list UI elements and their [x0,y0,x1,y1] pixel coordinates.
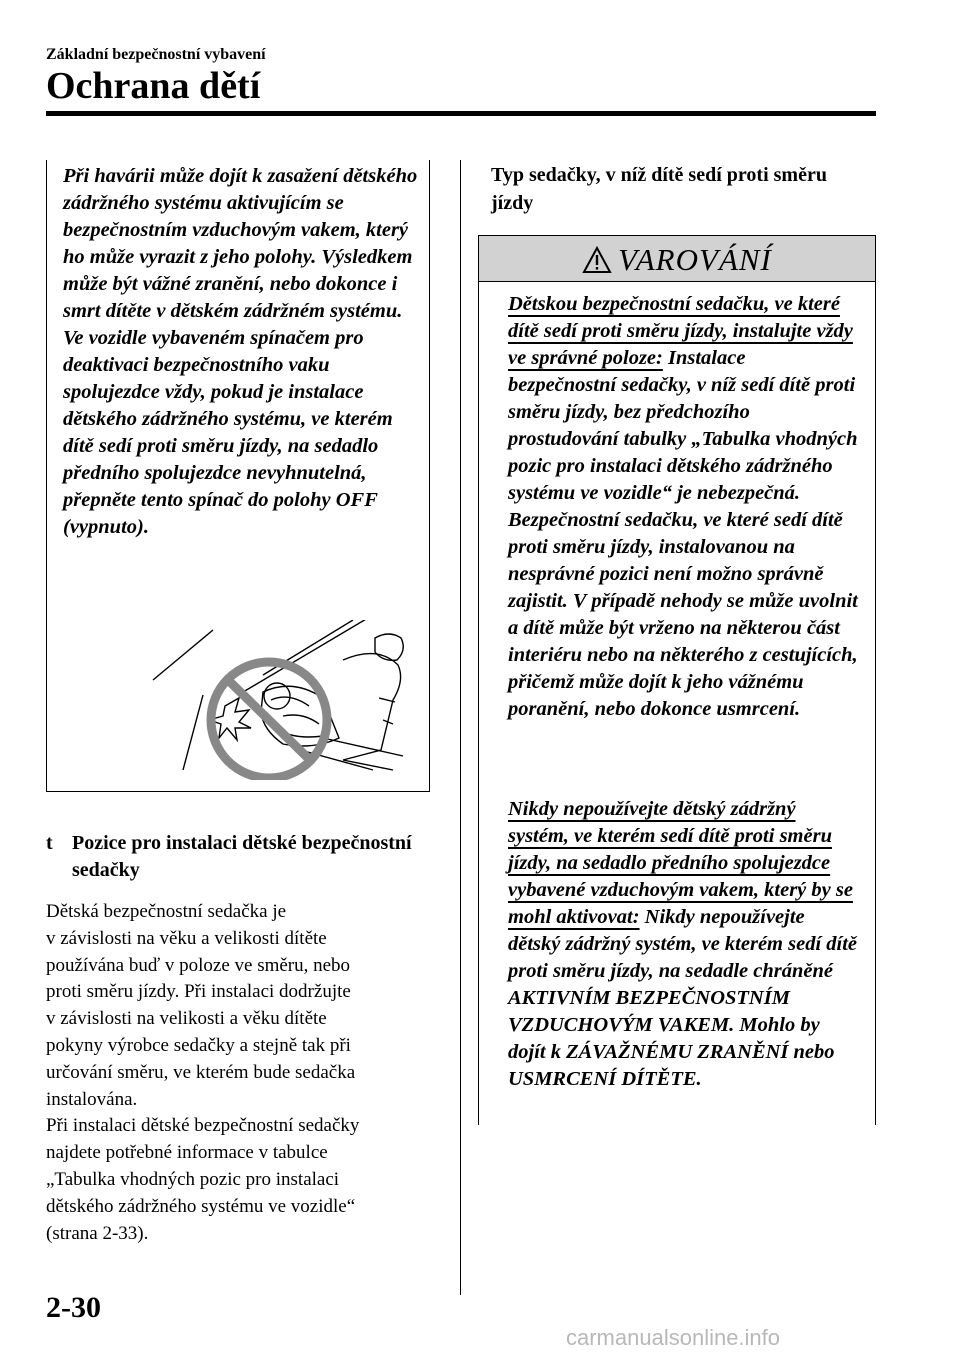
warning-paragraph-1 [508,291,858,723]
heading-bullet-icon: t [46,832,53,854]
column-divider [460,160,461,1295]
watermark: carmanualsonline.info [566,1325,781,1350]
section-label: Základní bezpečnostní vybavení [46,46,266,63]
warning-triangle-icon [582,246,612,274]
warning-paragraph-2-body: Nikdy nepoužívejte dětský zádržný systém, ve kterém sedí dítě proti směru jízdy, na sedadle chráněné AKTIVNÍM BEZPEČNOSTNÍM VZDUCHOVÝM VAKEM. Mohlo by dojít k ZÁVAŽNÉMU ZRANĚNÍ nebo USMRCENÍ DÍTĚTE. [508,906,858,1090]
title-rule [46,111,876,116]
rear-facing-child-seat-prohibited-icon [143,620,423,780]
warning-paragraph-2-lead: Nikdy nepoužívejte dětský zádržný systém, ve kterém sedí dítě proti směru jízdy, na sedadlo předního spolujezdce vybavené vzduchovým vakem, který by se mohl aktivovat: [508,798,853,928]
page-title: Ochrana dětí [46,65,261,107]
warning-paragraph-1-body: Instalace bezpečnostní sedačky, v níž sedí dítě proti směru jízdy, bez předchozího prostudování tabulky „Tabulka vhodných pozic pro instalaci dětského zádržného systému ve vozidle“ je nebezpečná. Bezpečnostní sedačku, ve které sedí dítě proti směru jízdy, instalovanou na nesprávné pozici není možno správně zajistit. V případě nehody se může uvolnit a dítě může být vrženo na některou část interiéru nebo na některého z cestujících, přičemž může dojít k jeho vážnému poranění, nebo dokonce usmrcení. [508,347,858,720]
warning-title: VAROVÁNÍ [618,242,772,277]
rear-facing-seat-heading: Typ sedačky, v níž dítě sedí proti směru jízdy [491,164,827,214]
warning-paragraph-2 [508,796,858,1093]
installation-heading-text: Pozice pro instalaci dětské bezpečnostní sedačky [72,832,412,881]
warning-paragraph-1-lead: Dětskou bezpečnostní sedačku, ve které dítě sedí proti směru jízdy, instalujte vždy ve správné poloze: [508,293,853,369]
warning-header [479,236,875,282]
warning-box [478,235,876,1125]
page-number: 2-30 [46,1291,101,1324]
warning-continuation-text: Při havárii může dojít k zasažení dětského zádržného systému aktivujícím se bezpečnostním vzduchovým vakem, který ho může vyrazit z jeho polohy. Výsledkem může být vážné zranění, nebo dokonce i smrt dítěte v dětském zádržném systému. Ve vozidle vybaveném spínačem pro deaktivaci bezpečnostního vaku spolujezdce vždy, pokud je instalace dětského zádržného systému, ve kterém dítě sedí proti směru jízdy, na sedadlo předního spolujezdce nevyhnutelná, přepněte tento spínač do polohy OFF (vypnuto). [63,165,418,538]
installation-body-text: Dětská bezpečnostní sedačka je v závislosti na věku a velikosti dítěte používána buď v poloze ve směru, nebo proti směru jízdy. Při instalaci dodržujte v závislosti na velikosti a věku dítěte pokyny výrobce sedačky a stejně tak při určování směru, ve kterém bude sedačka instalována. Při instalaci dětské bezpečnostní sedačky najdete potřebné informace v tabulce „Tabulka vhodných pozic pro instalaci dětského zádržného systému ve vozidle“ (strana 2-33). [46,901,360,1244]
warning-continuation-box [46,160,430,792]
